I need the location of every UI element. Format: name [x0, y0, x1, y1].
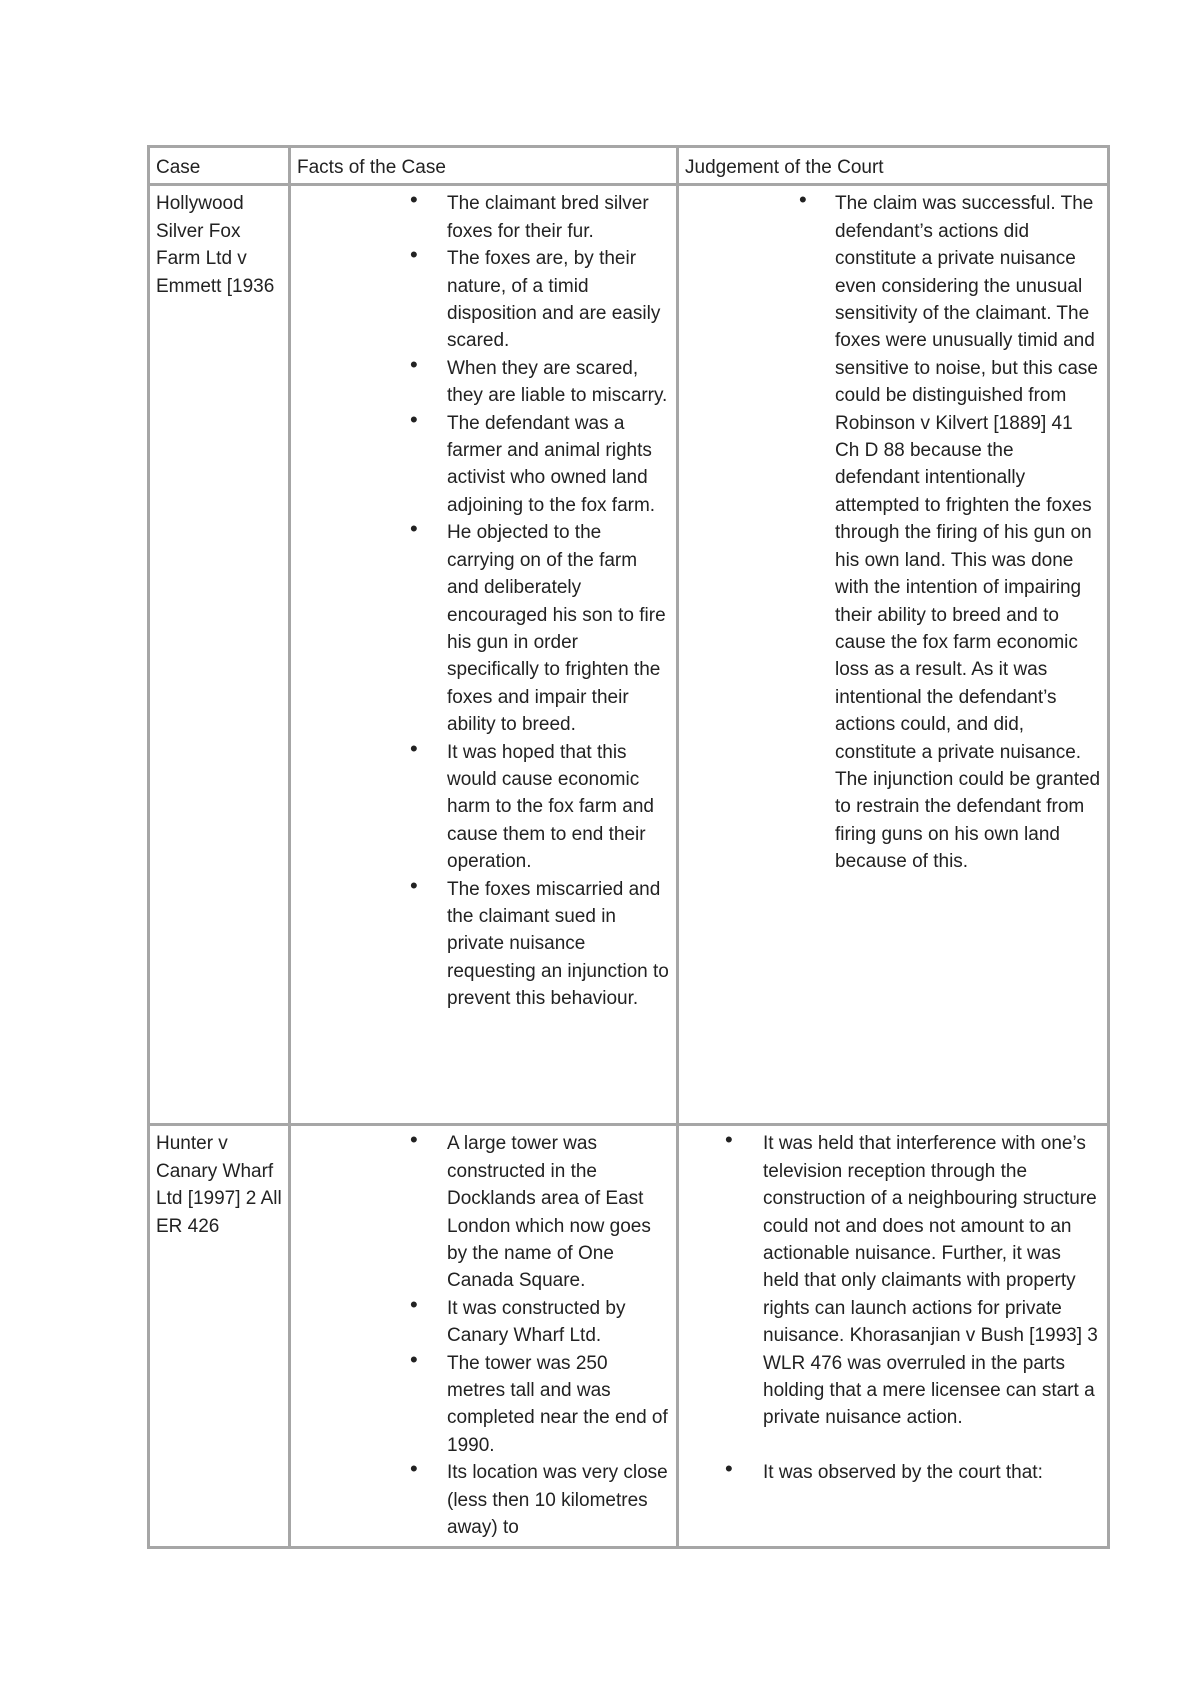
header-facts: Facts of the Case: [291, 145, 679, 186]
fact-item: • The tower was 250 metres tall and was completed near the end of 1990.: [297, 1350, 670, 1460]
judgement-item: • It was held that interference with one’s television reception through the construction of a neighbouring structure could not and does not amount to an actionable nuisance. Further, it was held that only claimants with property rights can launch actions for private nuisance. Khorasanjian v Bush [1993] 3 WLR 476 was overruled in the parts holding that a mere licensee can start a private nuisance action.: [685, 1130, 1101, 1431]
case-name: Hunter v Canary Wharf Ltd [1997] 2 All ER 426: [156, 1133, 282, 1237]
judgement-item: • It was observed by the court that:: [685, 1459, 1101, 1486]
table-row: [147, 186, 1110, 1126]
fact-item: • The defendant was a farmer and animal rights activist who owned land adjoining to the fox farm.: [297, 410, 670, 520]
facts-list: [297, 190, 670, 1012]
judgement-list: [685, 1130, 1101, 1486]
table-row: [147, 1126, 1110, 1548]
fact-item: • A large tower was constructed in the Docklands area of East London which now goes by the name of One Canada Square.: [297, 1130, 670, 1294]
judgement-cell: [679, 1126, 1110, 1548]
facts-cell: [291, 1126, 679, 1548]
fact-item: • Its location was very close (less then 10 kilometres away) to: [297, 1459, 670, 1541]
fact-item: • The foxes are, by their nature, of a timid disposition and are easily scared.: [297, 245, 670, 355]
case-name-cell: [147, 1126, 291, 1548]
judgement-cell: [679, 186, 1110, 1126]
case-name: Hollywood Silver Fox Farm Ltd v Emmett [1936: [156, 193, 275, 297]
case-table: [147, 145, 1110, 1549]
header-case: Case: [147, 145, 291, 186]
header-row: [147, 145, 1110, 186]
fact-item: • It was hoped that this would cause economic harm to the fox farm and cause them to end their operation.: [297, 739, 670, 876]
fact-item: • The foxes miscarried and the claimant sued in private nuisance requesting an injunction to prevent this behaviour.: [297, 876, 670, 1013]
header-judgement: Judgement of the Court: [679, 145, 1110, 186]
facts-cell: [291, 186, 679, 1126]
fact-item: • When they are scared, they are liable to miscarry.: [297, 355, 670, 410]
fact-item: • He objected to the carrying on of the farm and deliberately encouraged his son to fire his gun in order specifically to frighten the foxes and impair their ability to breed.: [297, 519, 670, 738]
fact-item: • It was constructed by Canary Wharf Ltd.: [297, 1295, 670, 1350]
facts-list: [297, 1130, 670, 1541]
judgement-item: • The claim was successful. The defendant’s actions did constitute a private nuisance even considering the unusual sensitivity of the claimant. The foxes were unusually timid and sensitive to noise, but this case could be distinguished from Robinson v Kilvert [1889] 41 Ch D 88 because the defendant intentionally attempted to frighten the foxes through the firing of his gun on his own land. This was done with the intention of impairing their ability to breed and to cause the fox farm economic loss as a result. As it was intentional the defendant’s actions could, and did, constitute a private nuisance. The injunction could be granted to restrain the defendant from firing guns on his own land because of this.: [685, 190, 1101, 875]
judgement-list: [685, 190, 1101, 875]
fact-item: • The claimant bred silver foxes for their fur.: [297, 190, 670, 245]
case-name-cell: [147, 186, 291, 1126]
